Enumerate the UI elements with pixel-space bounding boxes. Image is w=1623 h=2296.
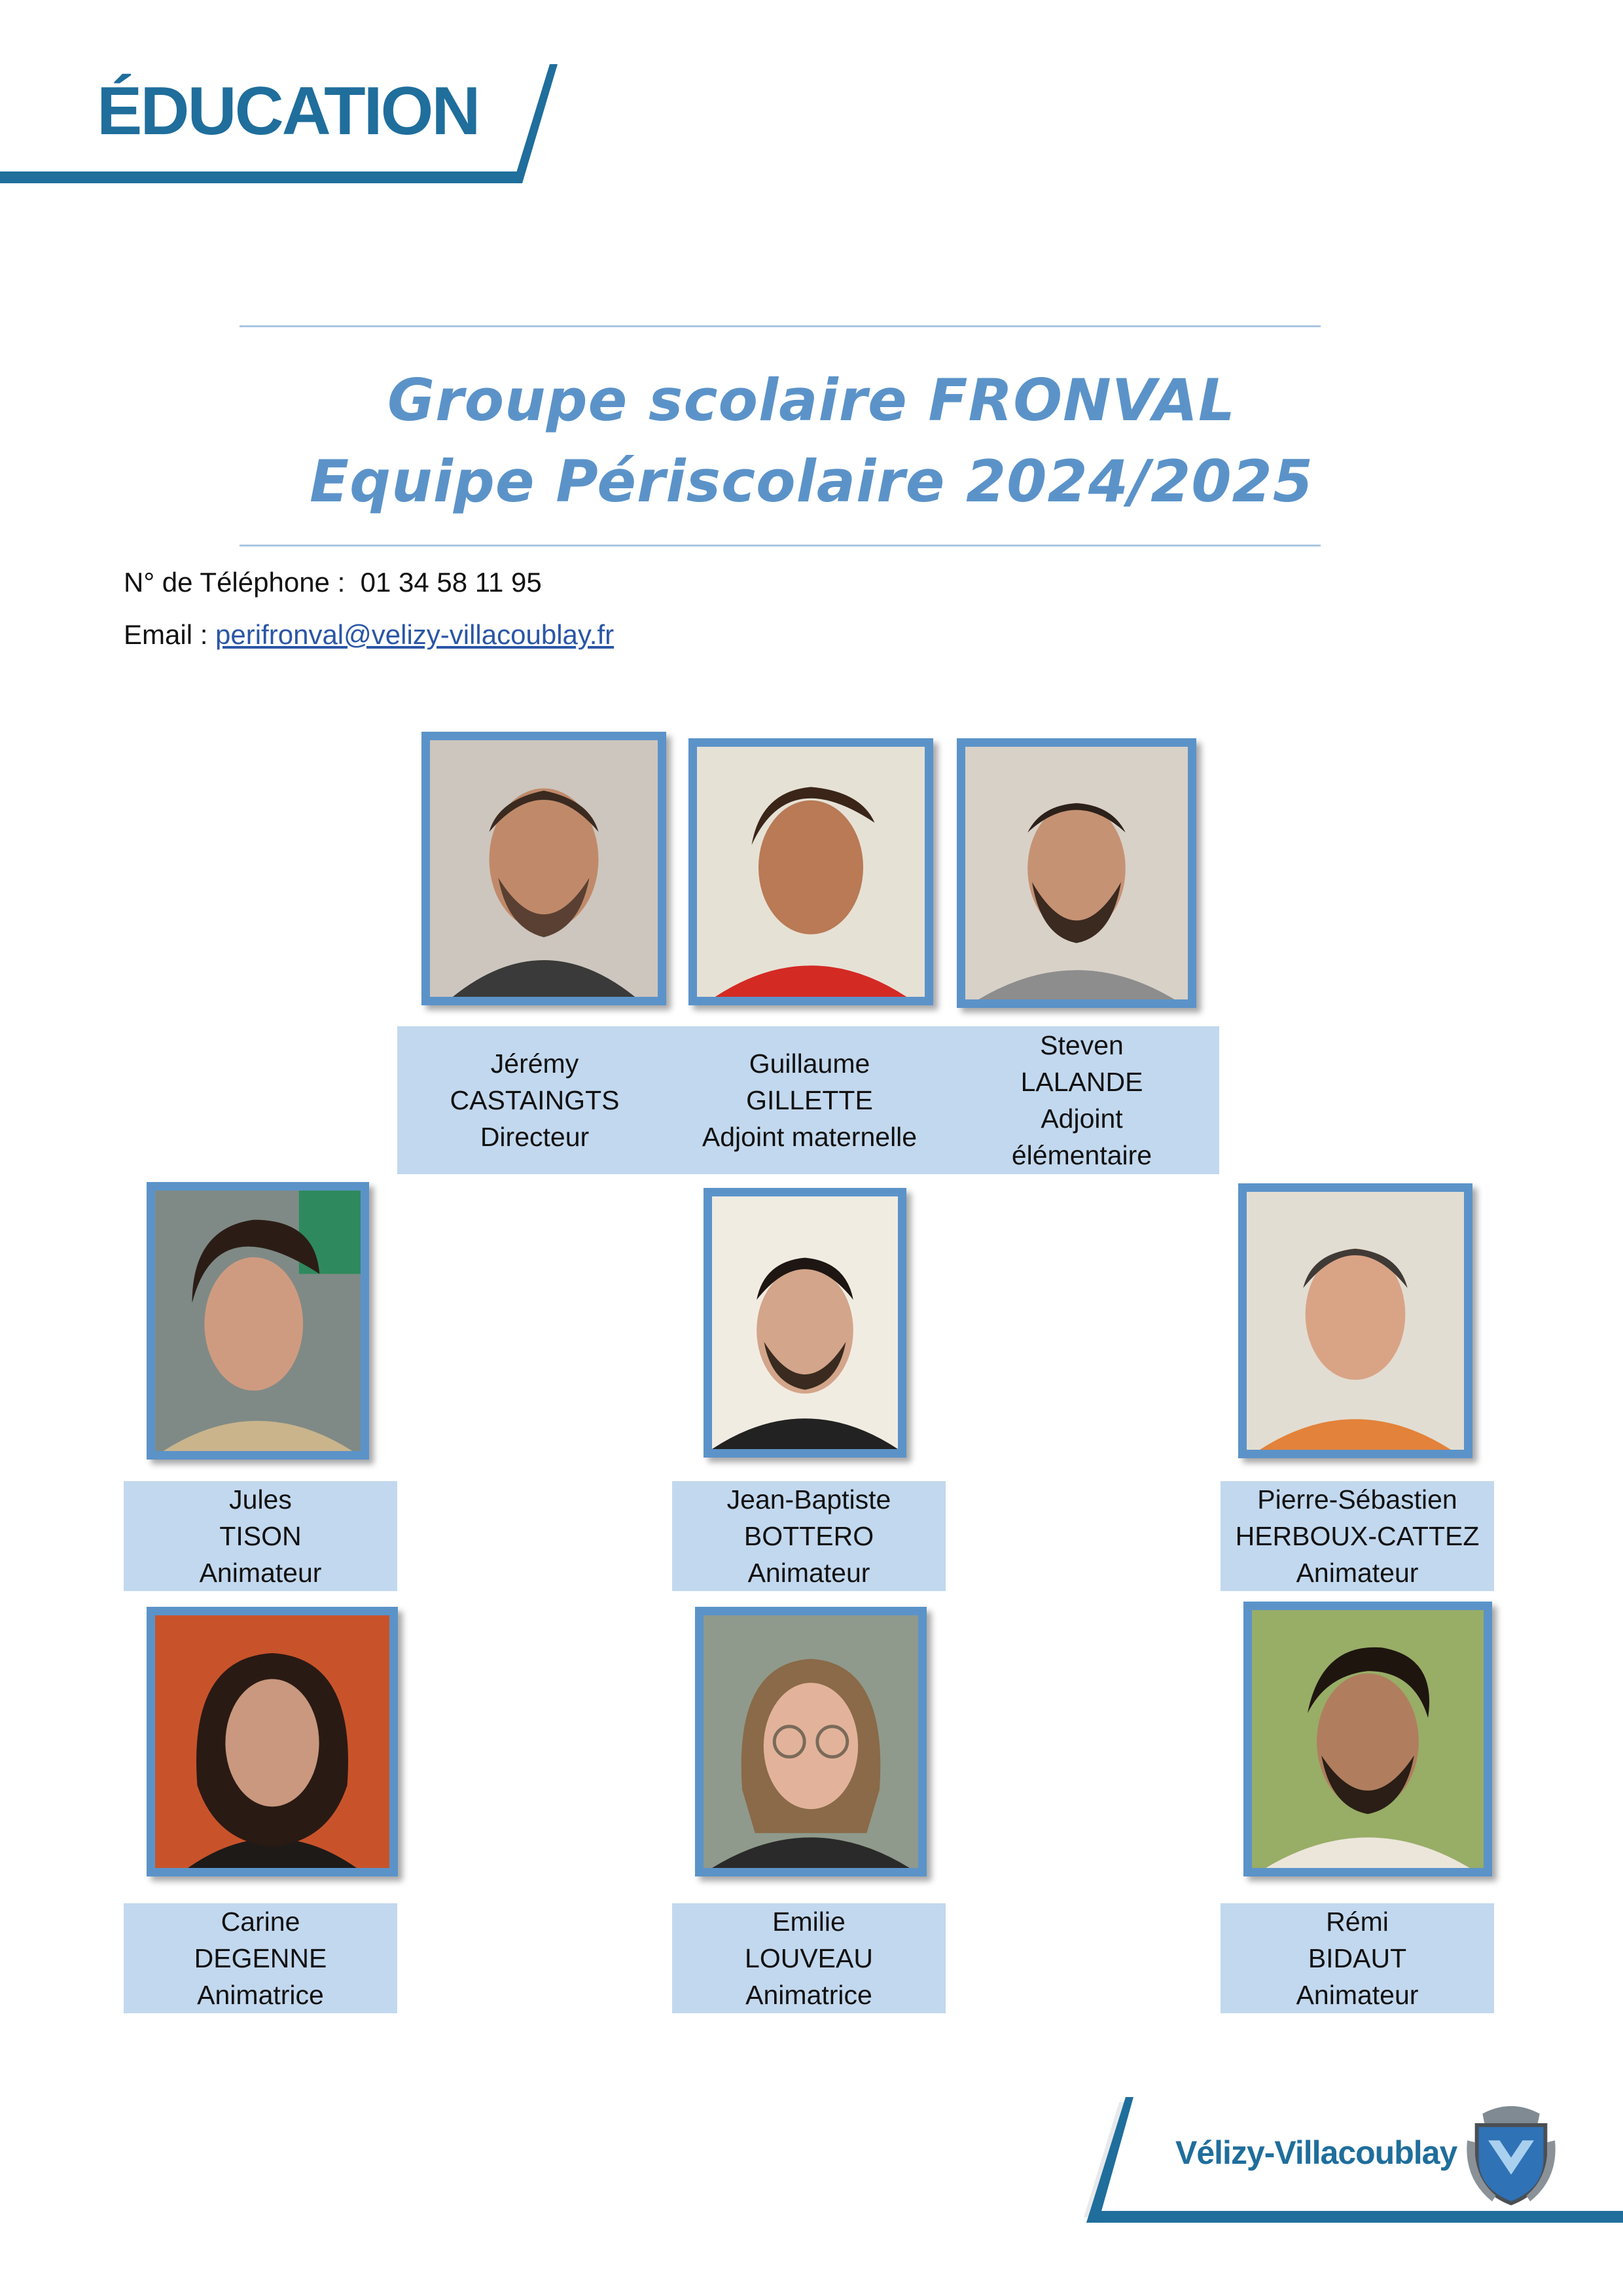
title-top-rule — [240, 325, 1321, 327]
last-name: BIDAUT — [1308, 1943, 1407, 1973]
first-name: Carine — [221, 1907, 300, 1937]
label-bidaut — [1221, 1903, 1494, 2013]
first-name: Jules — [229, 1484, 292, 1515]
last-name: TISON — [219, 1521, 302, 1551]
label-castaingts — [397, 1026, 672, 1174]
photo-louveau — [695, 1607, 927, 1876]
last-name: DEGENNE — [194, 1943, 327, 1973]
role: Animateur — [199, 1558, 322, 1588]
last-name: LOUVEAU — [745, 1943, 873, 1973]
city-crest-icon — [1463, 2102, 1559, 2211]
first-name: Steven — [1040, 1030, 1124, 1060]
email-label: Email : — [124, 619, 208, 650]
phone-line — [124, 567, 542, 598]
email-line — [124, 619, 614, 651]
role: Animateur — [1296, 1980, 1419, 2010]
first-name: Emilie — [772, 1907, 846, 1937]
photo-bidaut — [1243, 1602, 1492, 1876]
label-gillette — [672, 1026, 947, 1174]
title-line-2: Equipe Périscolaire 2024/2025 — [309, 448, 1314, 515]
phone-label: N° de Téléphone : — [124, 567, 346, 598]
last-name: GILLETTE — [746, 1085, 873, 1115]
last-name: HERBOUX-CATTEZ — [1235, 1521, 1480, 1551]
label-tison — [124, 1481, 397, 1591]
last-name: LALANDE — [1020, 1067, 1143, 1097]
label-degenne — [124, 1903, 397, 2013]
first-name: Pierre-Sébastien — [1257, 1484, 1457, 1515]
first-name: Jean-Baptiste — [726, 1484, 891, 1515]
role: Adjoint maternelle — [702, 1122, 918, 1152]
first-name: Jérémy — [490, 1049, 579, 1079]
photo-degenne — [147, 1607, 398, 1876]
role: Directeur — [480, 1122, 590, 1152]
photo-castaingts — [421, 732, 666, 1005]
first-name: Guillaume — [749, 1049, 870, 1079]
first-name: Rémi — [1326, 1907, 1389, 1937]
label-bottero — [672, 1481, 946, 1591]
role: Adjoint — [1041, 1103, 1123, 1134]
photo-tison — [147, 1182, 369, 1460]
role: Animateur — [1296, 1558, 1419, 1588]
title-bottom-rule — [240, 545, 1321, 547]
label-lalande — [944, 1026, 1219, 1174]
photo-herboux — [1238, 1183, 1472, 1458]
label-louveau — [672, 1903, 946, 2013]
label-herboux — [1221, 1481, 1494, 1591]
email-link[interactable]: perifronval@velizy-villacoublay.fr — [215, 619, 615, 650]
role: Animateur — [747, 1558, 870, 1588]
last-name: BOTTERO — [743, 1521, 874, 1551]
role: Animatrice — [197, 1980, 324, 2010]
photo-lalande — [957, 738, 1196, 1008]
phone-number: 01 34 58 11 95 — [360, 567, 542, 598]
title-line-1: Groupe scolaire FRONVAL — [387, 367, 1236, 434]
last-name: CASTAINGTS — [450, 1085, 620, 1115]
city-logo-text: Vélizy-Villacoublay — [1175, 2134, 1457, 2171]
photo-gillette — [688, 738, 933, 1005]
photo-bottero — [704, 1188, 906, 1458]
section-heading: ÉDUCATION — [97, 73, 479, 149]
role: Animatrice — [745, 1980, 872, 2010]
role-line-2: élémentaire — [1011, 1140, 1152, 1170]
